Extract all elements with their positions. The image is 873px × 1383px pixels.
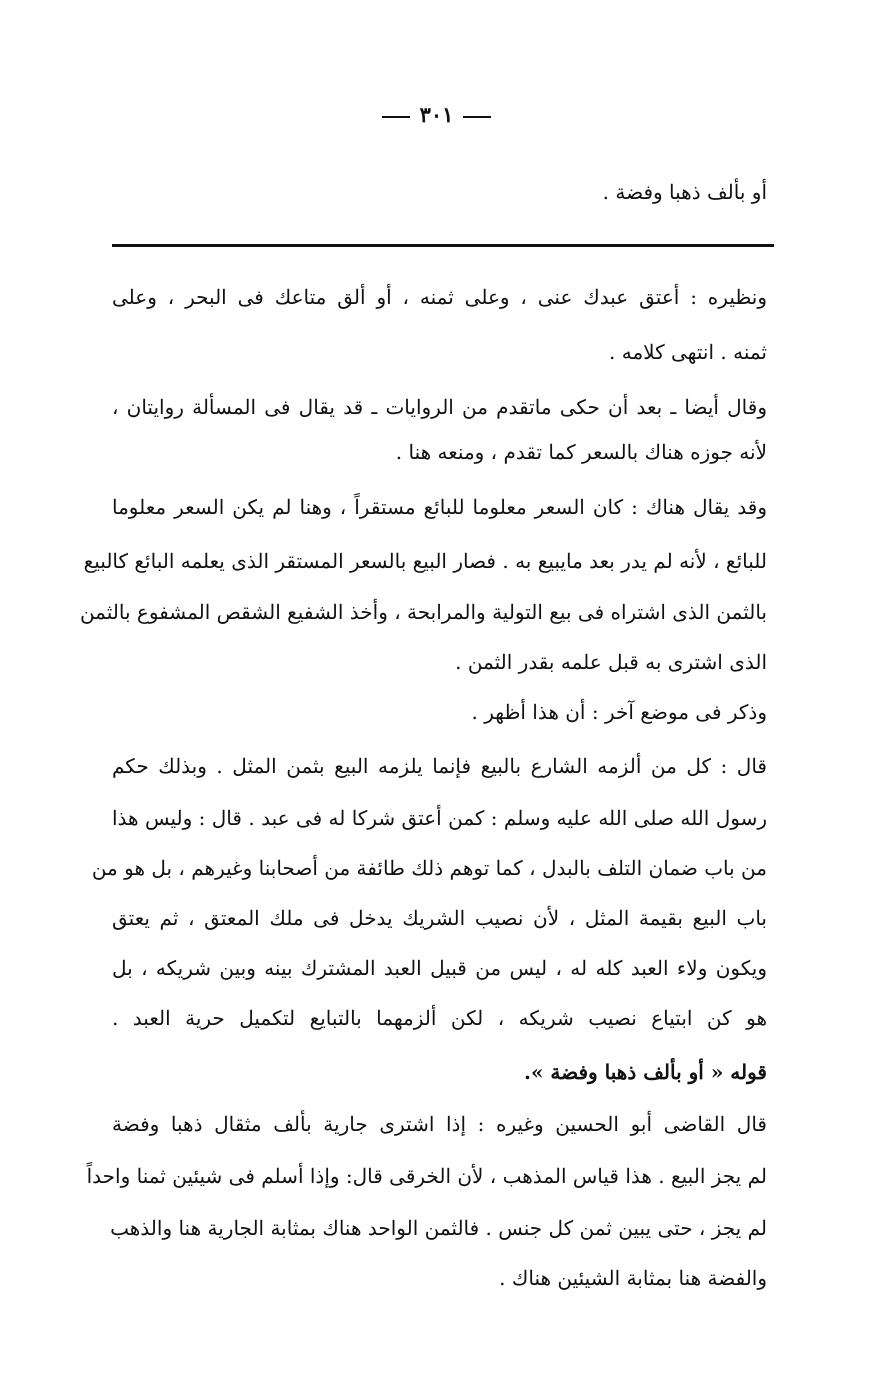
page-number-dash-right bbox=[463, 116, 491, 118]
page-number-dash-left bbox=[382, 116, 410, 118]
body-line-1: ونظيره : أعتق عبدك عنى ، وعلى ثمنه ، أو ألق متاعك فى البحر ، وعلى bbox=[112, 285, 767, 309]
body-line-17: قال القاضى أبو الحسين وغيره : إذا اشترى جارية بألف مثقال ذهبا وفضة bbox=[112, 1112, 767, 1136]
body-line-5: وقد يقال هناك : كان السعر معلوما للبائع مستقراً ، وهنا لم يكن السعر معلوما bbox=[112, 495, 767, 519]
body-line-11: رسول الله صلى الله عليه وسلم : كمن أعتق شركا له فى عبد . قال : وليس هذا bbox=[112, 806, 767, 830]
body-line-13: باب البيع بقيمة المثل ، لأن نصيب الشريك يدخل فى ملك المعتق ، ثم يعتق bbox=[112, 906, 767, 930]
body-line-4: لأنه جوزه هناك بالسعر كما تقدم ، ومنعه هنا . bbox=[395, 440, 767, 464]
body-line-14: ويكون ولاء العبد كله له ، ليس من قبيل العبد المشترك بينه وبين شريكه ، بل bbox=[112, 956, 767, 980]
section-heading-line: قوله « أو بألف ذهبا وفضة ». bbox=[524, 1060, 767, 1084]
body-line-7: بالثمن الذى اشتراه فى بيع التولية والمرابحة ، وأخذ الشفيع الشقص المشفوع بالثمن bbox=[79, 600, 767, 624]
body-line-10: قال : كل من ألزمه الشارع بالبيع فإنما يلزمه البيع بثمن المثل . وبذلك حكم bbox=[112, 754, 767, 778]
body-line-2: ثمنه . انتهى كلامه . bbox=[609, 340, 767, 364]
body-line-6: للبائع ، لأنه لم يدر بعد مايبيع به . فصار البيع بالسعر المستقر الذى يعلمه البائع كالبيع bbox=[83, 549, 767, 573]
body-line-8: الذى اشترى به قبل علمه بقدر الثمن . bbox=[455, 650, 767, 674]
body-line-9: وذكر فى موضع آخر : أن هذا أظهر . bbox=[471, 700, 767, 724]
page-number-text: ٣٠١ bbox=[419, 102, 454, 127]
page-number bbox=[0, 102, 873, 127]
body-line-3: وقال أيضا ـ بعد أن حكى ماتقدم من الروايات ـ قد يقال فى المسألة روايتان ، bbox=[112, 395, 767, 419]
body-line-15: هو كن ابتياع نصيب شريكه ، لكن ألزمهما بالتبايع لتكميل حرية العبد . bbox=[112, 1006, 767, 1030]
body-line-18: لم يجز البيع . هذا قياس المذهب ، لأن الخرقى قال: وإذا أسلم فى شيئين ثمنا واحداً bbox=[86, 1164, 767, 1188]
footnote-continuation-line: أو بألف ذهبا وفضة . bbox=[602, 180, 767, 204]
body-line-20: والفضة هنا بمثابة الشيئين هناك . bbox=[499, 1266, 767, 1290]
body-line-19: لم يجز ، حتى يبين ثمن كل جنس . فالثمن الواحد هناك بمثابة الجارية هنا والذهب bbox=[110, 1216, 767, 1240]
separator-rule bbox=[112, 244, 774, 247]
body-line-12: من باب ضمان التلف بالبدل ، كما توهم ذلك طائفة من أصحابنا وغيرهم ، بل هو من bbox=[91, 856, 767, 880]
